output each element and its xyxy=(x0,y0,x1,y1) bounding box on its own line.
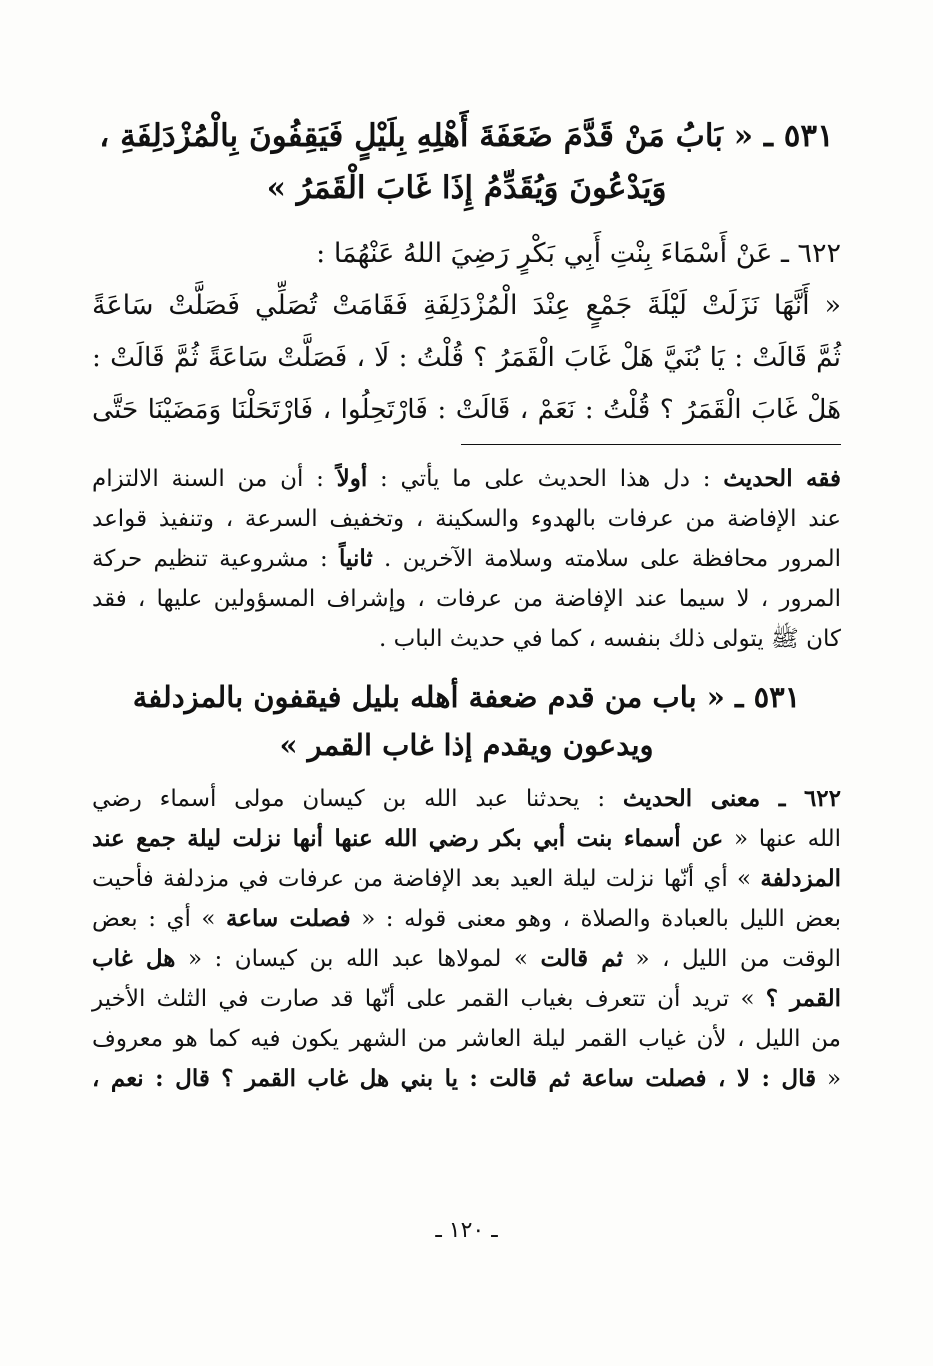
chapter-heading-line: ويدعون ويقدم إذا غاب القمر » xyxy=(279,728,654,762)
commentary-line xyxy=(92,459,841,499)
fiqh-commentary xyxy=(92,459,841,659)
chapter-heading-line: ٥٣١ ـ « بَابُ مَنْ قَدَّمَ ضَعَفَةَ أَهْلِهِ بِلَيْلٍ فَيَقِفُونَ بِالْمُزْدَلِفَةِ ، xyxy=(99,118,834,154)
chapter-heading-simplified xyxy=(92,673,841,769)
commentary-line xyxy=(92,539,841,579)
commentary-text: : أن من السنة الالتزام xyxy=(92,466,324,492)
commentary-text: : دل هذا الحديث على ما يأتي : xyxy=(380,466,711,492)
quoted-text: فصلت ساعة xyxy=(225,905,351,932)
chapter-heading xyxy=(92,110,841,214)
page-number: ـ ١٢٠ ـ xyxy=(435,1218,498,1243)
explanation-line xyxy=(92,899,841,939)
hadith-line: هَلْ غَابَ الْقَمَرُ ؟ قُلْتُ : نَعَمْ ، قَالَتْ : فَارْتَحِلُوا ، فَارْتَحَلْنَا وَمَضَيْنَا حَتَّى xyxy=(92,395,841,425)
quoted-text: ثم قالت xyxy=(540,945,624,972)
point-label: ثانياً xyxy=(339,545,373,572)
explanation-line xyxy=(92,819,841,859)
hadith-explanation xyxy=(92,779,841,1099)
explanation-text: » أي : بعض xyxy=(92,906,216,932)
explanation-text: : يحدثنا عبد الله بن كيسان مولى أسماء رضي xyxy=(92,786,606,812)
chapter-heading-line: ٥٣١ ـ « باب من قدم ضعفة أهله بليل فيقفون بالمزدلفة xyxy=(132,680,801,714)
explanation-label: ٦٢٢ ـ معنى الحديث xyxy=(622,785,842,812)
commentary-text: المرور محافظة على سلامته وسلامة الآخرين . xyxy=(384,546,841,572)
explanation-line xyxy=(92,939,841,979)
commentary-line: المرور ، لا سيما عند الإفاضة من عرفات ، وإشراف المسؤولين عليها ، فقد xyxy=(92,586,841,612)
quoted-text: القمر ؟ xyxy=(765,985,841,1012)
chapter-heading-line: وَيَدْعُونَ وَيُقَدِّمُ إِذَا غَابَ الْقَمَرُ » xyxy=(266,170,667,206)
fiqh-label: فقه الحديث xyxy=(723,465,842,492)
quoted-text: عن أسماء بنت أبي بكر رضي الله عنها أنها نزلت ليلة جمع عند xyxy=(92,825,724,852)
quoted-text: قال : لا ، فصلت ساعة ثم قالت : يا بني هل غاب القمر ؟ قال : نعم ، xyxy=(92,1065,817,1092)
hadith-intro: ٦٢٢ ـ عَنْ أَسْمَاءَ بِنْتِ أَبِي بَكْرٍ رَضِيَ اللهُ عَنْهُمَا : xyxy=(316,238,841,269)
hadith-line: ثُمَّ قَالَتْ : يَا بُنَيَّ هَلْ غَابَ الْقَمَرُ ؟ قُلْتُ : لَا ، فَصَلَّتْ سَاعَةً ثُمَّ قَالَتْ : xyxy=(92,343,841,373)
explanation-text: » لمولاها عبد الله بن كيسان : « xyxy=(187,946,529,972)
explanation-line xyxy=(92,859,841,899)
point-label: أولاً xyxy=(336,465,368,492)
quoted-text: المزدلفة xyxy=(760,865,842,892)
explanation-text: » أي أنّها نزلت ليلة العيد بعد الإفاضة من عرفات في مزدلفة فأحيت xyxy=(92,866,752,892)
explanation-line xyxy=(92,779,841,819)
hadith-line: « أَنَّهَا نَزَلَتْ لَيْلَةَ جَمْعٍ عِنْدَ الْمُزْدَلِفَةِ فَقَامَتْ تُصَلِّي فَصَلَّتْ سَاعَةً xyxy=(92,290,841,321)
quoted-text: هل غاب xyxy=(92,945,176,972)
explanation-text: الله عنها « xyxy=(733,826,842,852)
hadith-text xyxy=(92,280,841,436)
explanation-text: » تريد أن تتعرف بغياب القمر على أنّها قد صارت في الثلث الأخير xyxy=(92,986,755,1012)
explanation-line xyxy=(92,979,841,1019)
commentary-line: عند الإفاضة من عرفات بالهدوء والسكينة ، وتخفيف السرعة ، وتنفيذ قواعد xyxy=(92,506,841,532)
commentary-line: كان ﷺ يتولى ذلك بنفسه ، كما في حديث الباب . xyxy=(378,626,841,652)
explanation-text: الوقت من الليل ، « xyxy=(635,946,842,972)
explanation-text: « xyxy=(826,1066,842,1092)
commentary-text: : مشروعية تنظيم حركة xyxy=(92,546,328,572)
footnote-separator xyxy=(461,444,841,445)
explanation-line xyxy=(92,1059,841,1099)
explanation-line: من الليل ، لأن غياب القمر ليلة العاشر من الشهر يكون فيه كما هو معروف xyxy=(92,1026,841,1052)
explanation-text: بعض الليل بالعبادة والصلاة ، وهو معنى قوله : « xyxy=(361,906,842,932)
